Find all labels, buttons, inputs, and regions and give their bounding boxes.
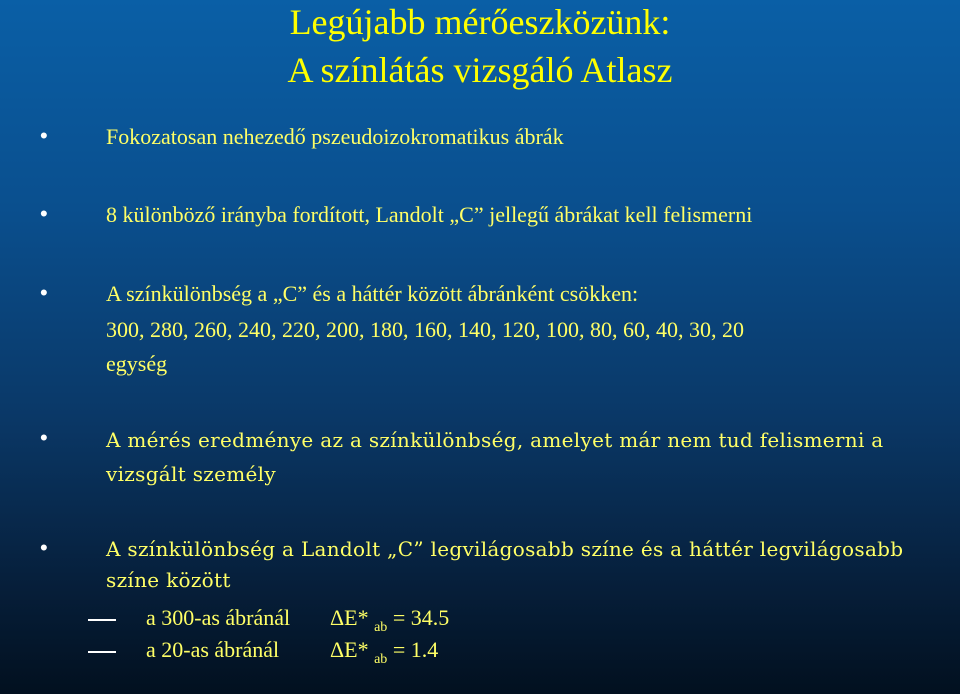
sub-item-1-label: a 300-as ábránál <box>146 605 291 630</box>
bullet-3-line-3: egység <box>106 351 168 376</box>
bullet-5-line-1: A színkülönbség a Landolt „C” legvilágosabb színe és a háttér legvilágosabb <box>106 537 904 561</box>
sub-item-1-value: = 34.5 <box>392 605 450 630</box>
bullet-icon: • <box>40 535 48 560</box>
subscript-ab: ab <box>374 620 388 635</box>
bullet-4-line-1: A mérés eredménye az a színkülönbség, amelyet már nem tud felismerni a <box>106 428 884 452</box>
bullet-1-text: Fokozatosan nehezedő pszeudoizokromatikus ábrák <box>106 124 564 149</box>
bullet-icon: • <box>40 425 48 450</box>
dash-icon <box>88 619 116 621</box>
dash-icon <box>88 651 116 653</box>
sub-item-1-formula <box>330 604 449 636</box>
bullet-2-text: 8 különböző irányba fordított, Landolt „C” jellegű ábrákat kell felismerni <box>106 202 753 227</box>
bullet-icon: • <box>40 280 48 305</box>
bullet-3-line-2: 300, 280, 260, 240, 220, 200, 180, 160, 140, 120, 100, 80, 60, 40, 30, 20 <box>106 317 744 342</box>
bullet-icon: • <box>40 123 48 148</box>
delta-e-symbol: ΔE* <box>330 637 369 662</box>
title-line-1: Legújabb mérőeszközünk: <box>289 2 671 42</box>
delta-e-symbol: ΔE* <box>330 605 369 630</box>
title-line-2: A színlátás vizsgáló Atlasz <box>287 50 673 90</box>
subscript-ab: ab <box>374 652 388 667</box>
bullet-4-line-2: vizsgált személy <box>106 462 276 486</box>
sub-item-2-value: = 1.4 <box>392 637 439 662</box>
bullet-3-line-1: A színkülönbség a „C” és a háttér között ábránként csökken: <box>106 281 639 306</box>
bullet-5-line-2: színe között <box>106 568 231 592</box>
bullet-icon: • <box>40 201 48 226</box>
sub-item-2-label: a 20-as ábránál <box>146 637 280 662</box>
sub-item-2-formula <box>330 636 438 668</box>
